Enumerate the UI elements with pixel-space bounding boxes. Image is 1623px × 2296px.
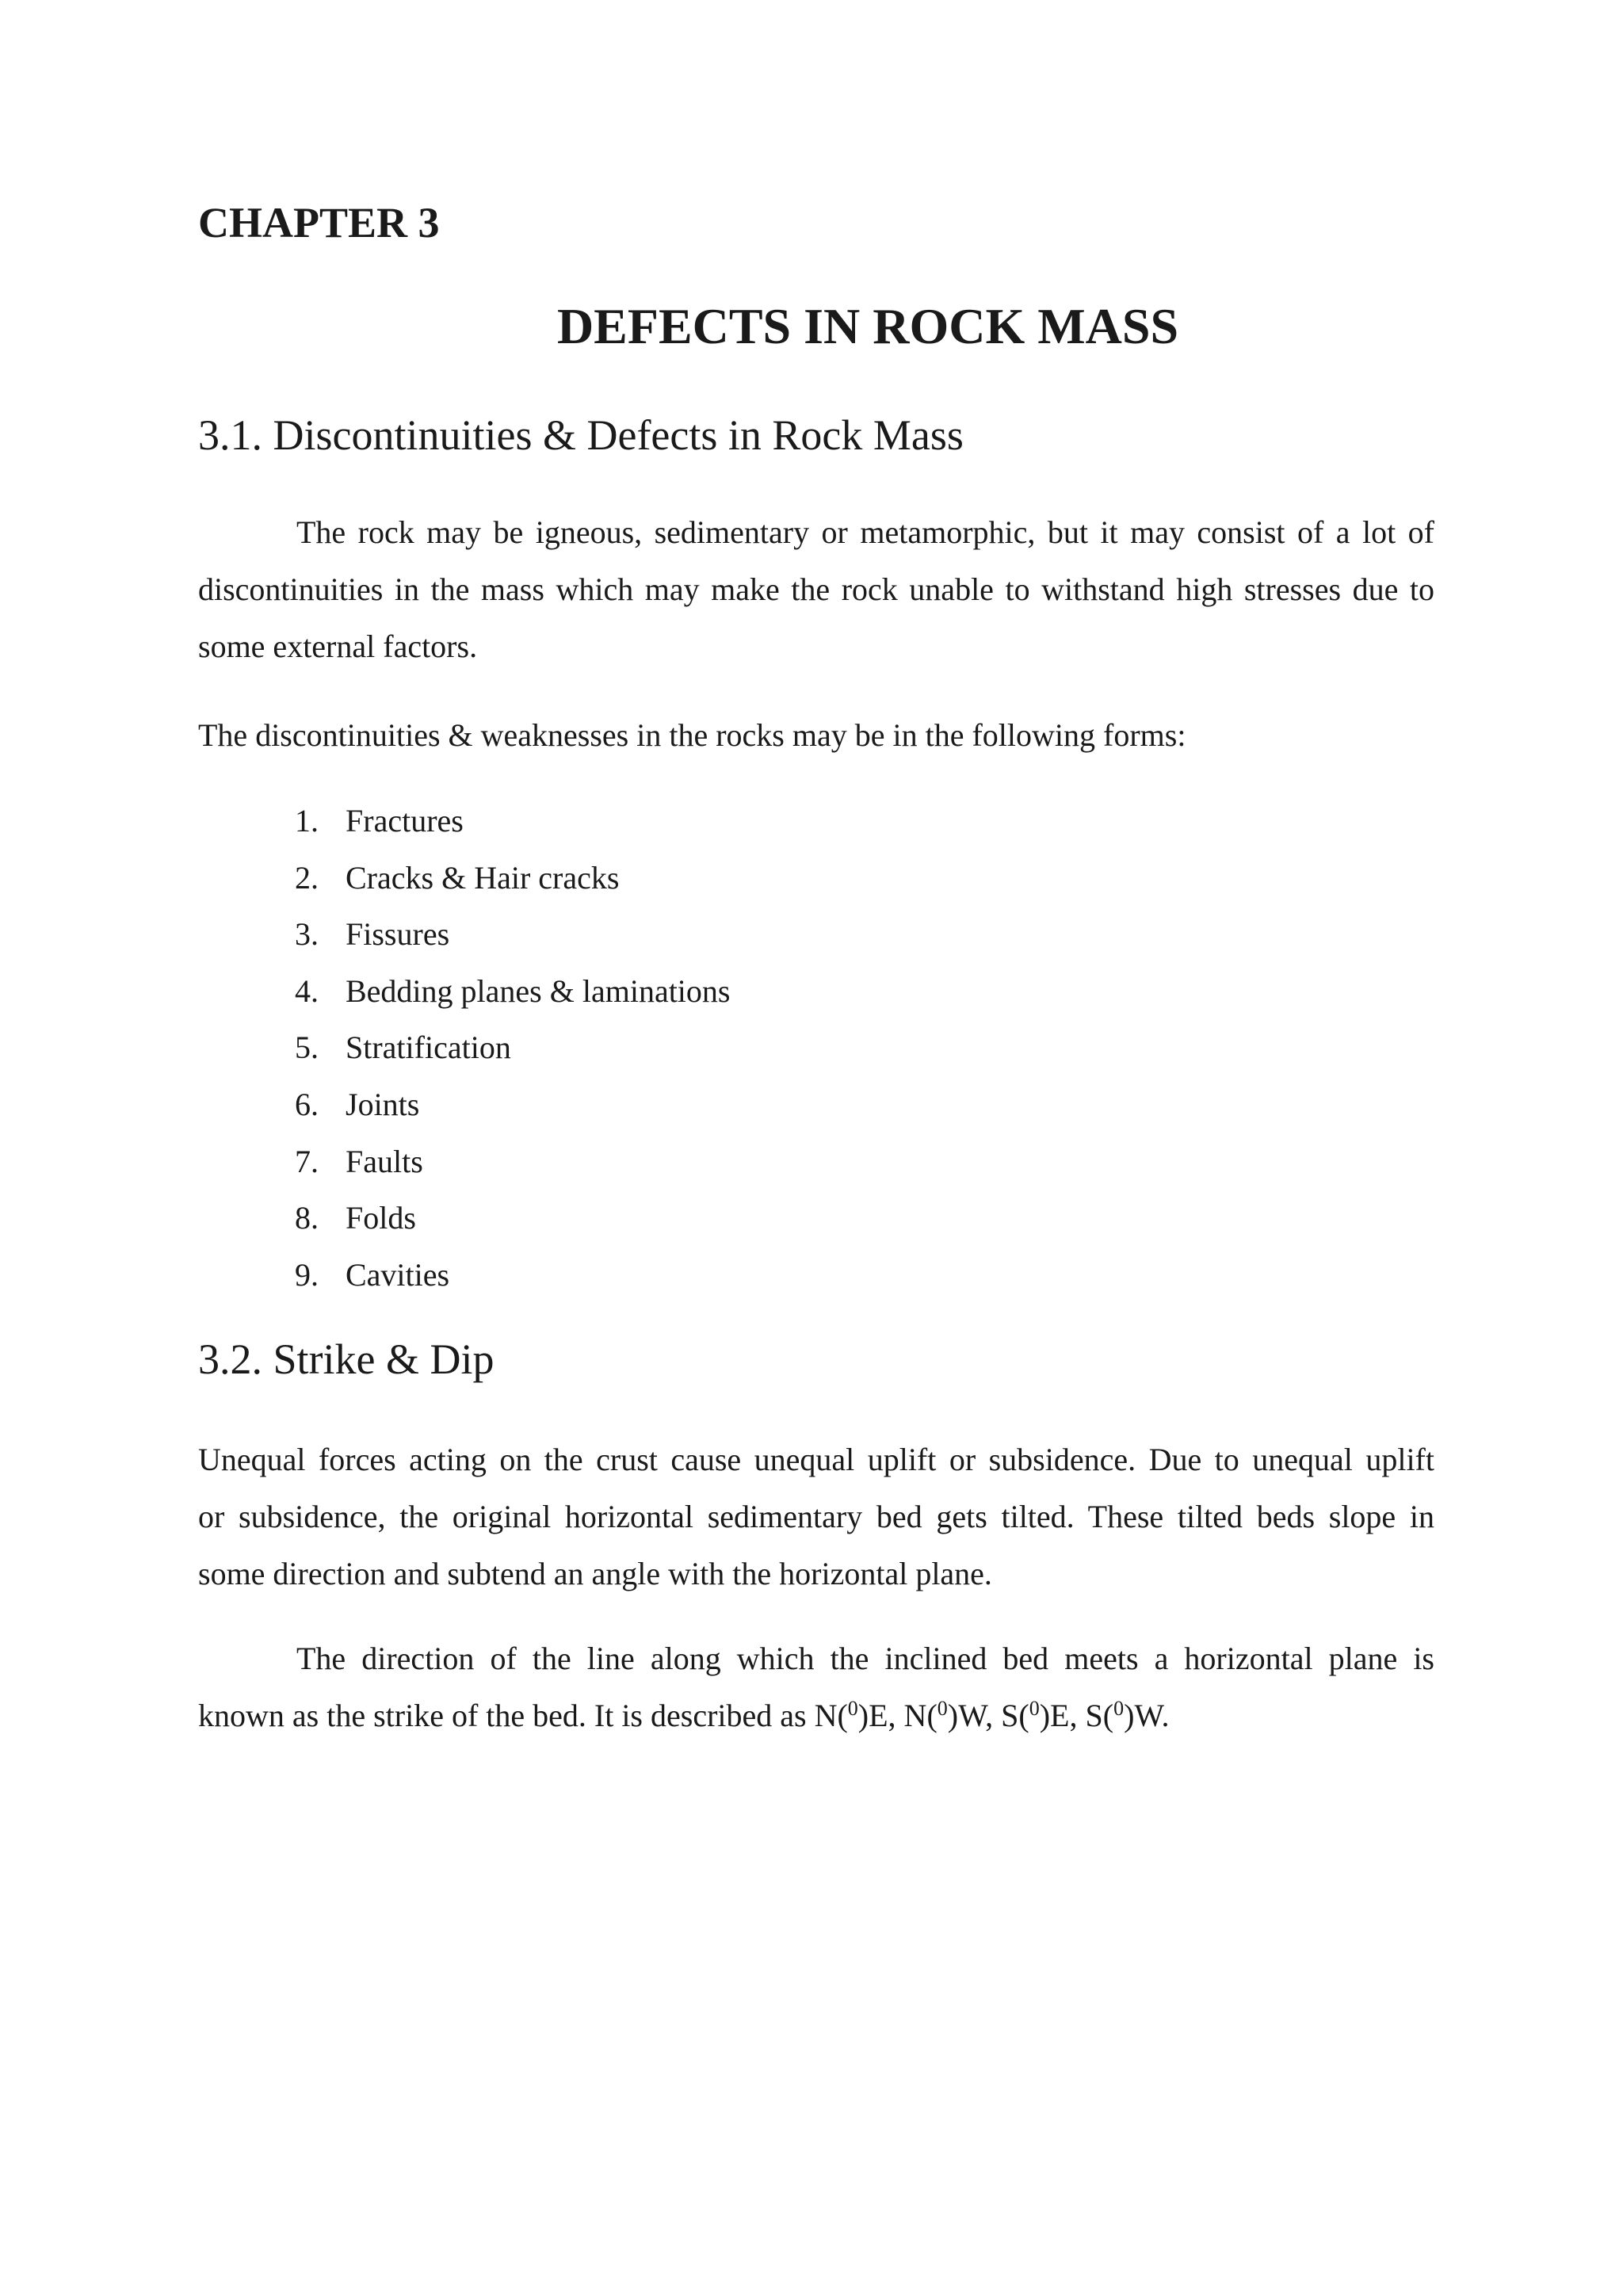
degree-superscript: 0 [1029, 1697, 1040, 1720]
section-3-1-paragraph-1 [198, 504, 1434, 675]
strike-description-text: )W. [1124, 1698, 1170, 1733]
paragraph-line [198, 1687, 1434, 1744]
list-item-text: Bedding planes & laminations [346, 972, 731, 1009]
list-item [295, 793, 731, 850]
list-item-text: Fissures [346, 916, 450, 953]
degree-superscript: 0 [937, 1697, 948, 1720]
paragraph-line: The rock may be igneous, sedimentary or metamorphic, but it may consist of a lot of [296, 514, 1434, 550]
section-3-2-paragraph-1 [198, 1431, 1434, 1603]
strike-description-text: known as the strike of the bed. It is described as N( [198, 1698, 848, 1733]
list-item-text: Joints [346, 1086, 420, 1122]
list-item-number: 7. [295, 1143, 319, 1179]
list-item-text: Cavities [346, 1256, 450, 1293]
section-heading-3-2: 3.2. Strike & Dip [198, 1335, 495, 1383]
strike-description-text: )E, N( [857, 1698, 938, 1733]
list-item-number: 9. [295, 1256, 319, 1293]
degree-superscript: 0 [1113, 1697, 1125, 1720]
list-item [295, 1019, 731, 1076]
list-item [295, 1247, 731, 1304]
list-item-number: 6. [295, 1086, 319, 1122]
list-item-text: Cracks & Hair cracks [346, 859, 620, 896]
list-item [295, 963, 731, 1020]
list-item [295, 1133, 731, 1190]
list-item-text: Folds [346, 1200, 416, 1236]
strike-description-text: )E, S( [1039, 1698, 1114, 1733]
list-item-number: 3. [295, 916, 319, 953]
paragraph-line: or subsidence, the original horizontal sedimentary bed gets tilted. These tilted beds slope in [198, 1499, 1434, 1534]
list-item [295, 850, 731, 907]
strike-description-text: )W, S( [947, 1698, 1029, 1733]
list-item-text: Faults [346, 1143, 423, 1179]
defects-list [295, 793, 731, 1303]
degree-superscript: 0 [847, 1697, 858, 1720]
chapter-label: CHAPTER 3 [198, 199, 440, 246]
list-item-number: 1. [295, 803, 319, 839]
paragraph-line: Unequal forces acting on the crust cause unequal uplift or subsidence. Due to unequal uplift [198, 1442, 1434, 1477]
list-item-number: 4. [295, 972, 319, 1009]
list-item-number: 5. [295, 1030, 319, 1066]
list-item-number: 8. [295, 1200, 319, 1236]
list-item [295, 906, 731, 963]
list-item-text: Stratification [346, 1030, 511, 1066]
list-item [295, 1076, 731, 1133]
section-3-1-paragraph-2: The discontinuities & weaknesses in the rocks may be in the following forms: [198, 717, 1186, 753]
list-item-text: Fractures [346, 803, 464, 839]
list-item [295, 1190, 731, 1247]
paragraph-line: some external factors. [198, 628, 478, 664]
section-3-2-paragraph-2 [198, 1630, 1434, 1744]
paragraph-line: The direction of the line along which the inclined bed meets a horizontal plane is [296, 1641, 1434, 1676]
list-item-number: 2. [295, 859, 319, 896]
section-heading-3-1: 3.1. Discontinuities & Defects in Rock Mass [198, 411, 964, 459]
chapter-title: DEFECTS IN ROCK MASS [556, 298, 1179, 354]
paragraph-line: some direction and subtend an angle with the horizontal plane. [198, 1556, 992, 1591]
paragraph-line: discontinuities in the mass which may make the rock unable to withstand high stresses due to [198, 571, 1434, 607]
